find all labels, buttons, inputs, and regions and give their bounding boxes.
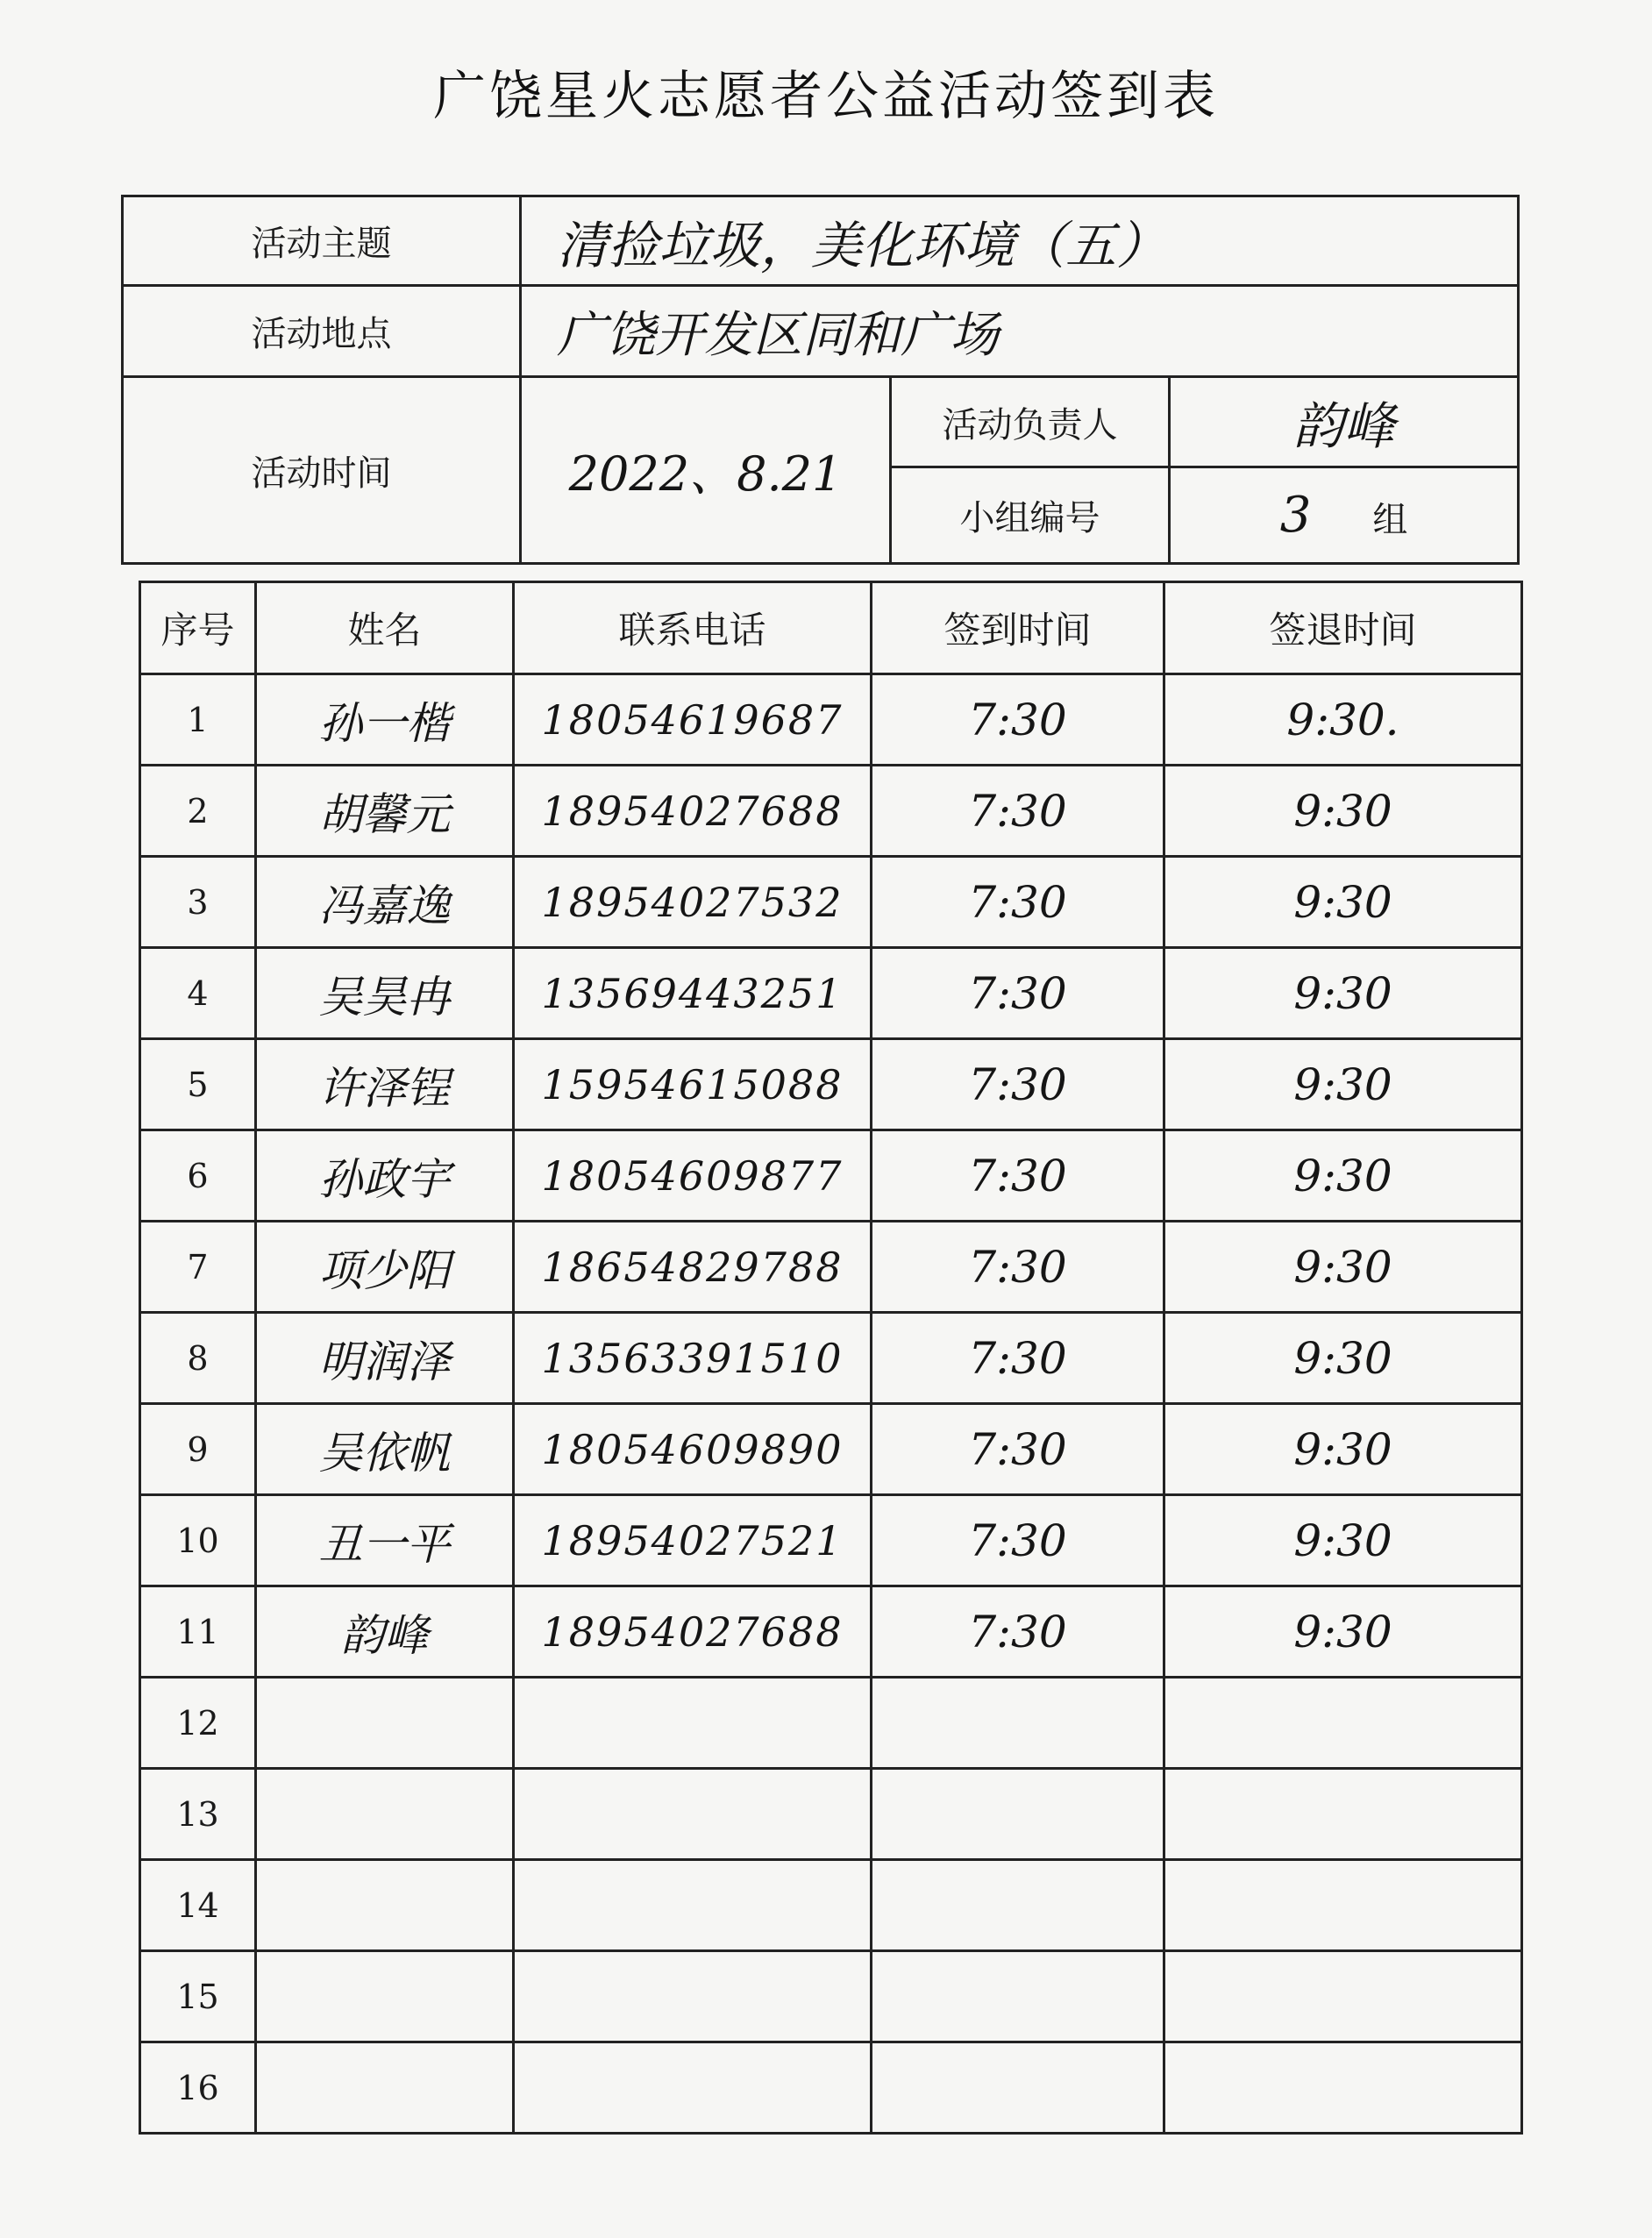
group-cell: [1170, 467, 1519, 564]
header-name: 姓名: [256, 582, 514, 674]
page-title: 广饶星火志愿者公益活动签到表: [433, 66, 1219, 127]
table-row: [140, 1951, 1522, 2042]
row-sign-in: 7:30: [872, 1495, 1164, 1586]
row-phone: 18954027688: [514, 766, 872, 857]
row-no: 11: [140, 1586, 256, 1678]
row-sign-out: 9:30: [1164, 1039, 1522, 1130]
row-sign-out: 9:30: [1164, 766, 1522, 857]
row-phone: 15954615088: [514, 1039, 872, 1130]
table-row: [140, 674, 1522, 766]
row-name: [256, 2042, 514, 2134]
row-name: [256, 1860, 514, 1951]
location-label: 活动地点: [123, 286, 521, 377]
row-sign-in: 7:30: [872, 1404, 1164, 1495]
row-sign-out: 9:30.: [1164, 674, 1522, 766]
row-name: 许泽锃: [256, 1039, 514, 1130]
row-name: [256, 1678, 514, 1769]
row-name: 韵峰: [256, 1586, 514, 1678]
row-sign-in: [872, 1769, 1164, 1860]
row-name: 胡馨元: [256, 766, 514, 857]
roster-header-row: [140, 582, 1522, 674]
header-sign-in: 签到时间: [872, 582, 1164, 674]
row-no: 14: [140, 1860, 256, 1951]
row-phone: 18054619687: [514, 674, 872, 766]
row-sign-out: [1164, 1678, 1522, 1769]
row-no: 13: [140, 1769, 256, 1860]
time-label: 活动时间: [123, 377, 521, 564]
table-row: [140, 857, 1522, 948]
table-row: [140, 1404, 1522, 1495]
row-name: 孙政宇: [256, 1130, 514, 1222]
row-phone: 13563391510: [514, 1313, 872, 1404]
row-sign-in: 7:30: [872, 1586, 1164, 1678]
row-sign-in: [872, 2042, 1164, 2134]
roster-table: [139, 581, 1523, 2135]
row-name: 孙一楷: [256, 674, 514, 766]
table-row: [140, 1495, 1522, 1586]
row-name: 明润泽: [256, 1313, 514, 1404]
table-row: [140, 1039, 1522, 1130]
row-sign-out: [1164, 1860, 1522, 1951]
row-sign-in: 7:30: [872, 1313, 1164, 1404]
row-phone: 18654829788: [514, 1222, 872, 1313]
row-name: 冯嘉逸: [256, 857, 514, 948]
row-sign-in: 7:30: [872, 766, 1164, 857]
row-sign-in: [872, 1678, 1164, 1769]
table-row: [140, 766, 1522, 857]
row-sign-in: [872, 1951, 1164, 2042]
row-no: 8: [140, 1313, 256, 1404]
row-sign-in: 7:30: [872, 674, 1164, 766]
table-row: [140, 1860, 1522, 1951]
group-unit: 组: [1372, 500, 1408, 540]
row-no: 1: [140, 674, 256, 766]
row-no: 15: [140, 1951, 256, 2042]
header-phone: 联系电话: [514, 582, 872, 674]
row-sign-in: 7:30: [872, 1130, 1164, 1222]
row-phone: 18954027688: [514, 1586, 872, 1678]
row-no: 2: [140, 766, 256, 857]
location-value: 广饶开发区同和广场: [521, 286, 1519, 377]
row-sign-out: 9:30: [1164, 857, 1522, 948]
row-sign-out: 9:30: [1164, 1130, 1522, 1222]
row-sign-out: [1164, 2042, 1522, 2134]
row-no: 3: [140, 857, 256, 948]
row-sign-in: 7:30: [872, 1039, 1164, 1130]
row-no: 12: [140, 1678, 256, 1769]
row-sign-in: 7:30: [872, 1222, 1164, 1313]
row-name: 丑一平: [256, 1495, 514, 1586]
row-sign-in: 7:30: [872, 948, 1164, 1039]
row-no: 7: [140, 1222, 256, 1313]
row-phone: [514, 1678, 872, 1769]
row-sign-out: [1164, 1951, 1522, 2042]
row-phone: 18054609877: [514, 1130, 872, 1222]
group-value: 3: [1279, 487, 1312, 544]
row-no: 9: [140, 1404, 256, 1495]
group-label: 小组编号: [891, 467, 1170, 564]
row-no: 5: [140, 1039, 256, 1130]
topic-value: 清捡垃圾，美化环境（五）: [521, 196, 1519, 286]
row-name: [256, 1951, 514, 2042]
row-name: [256, 1769, 514, 1860]
row-phone: [514, 1769, 872, 1860]
table-row: [140, 1313, 1522, 1404]
row-sign-out: 9:30: [1164, 1495, 1522, 1586]
row-sign-out: 9:30: [1164, 1586, 1522, 1678]
row-sign-out: 9:30: [1164, 1404, 1522, 1495]
table-row: [140, 1678, 1522, 1769]
row-phone: [514, 2042, 872, 2134]
row-no: 10: [140, 1495, 256, 1586]
row-sign-in: 7:30: [872, 857, 1164, 948]
row-sign-out: 9:30: [1164, 948, 1522, 1039]
header-sign-out: 签退时间: [1164, 582, 1522, 674]
row-no: 4: [140, 948, 256, 1039]
row-phone: 18054609890: [514, 1404, 872, 1495]
header-no: 序号: [140, 582, 256, 674]
row-phone: 18954027521: [514, 1495, 872, 1586]
table-row: [140, 948, 1522, 1039]
leader-label: 活动负责人: [891, 377, 1170, 467]
table-row: [140, 1130, 1522, 1222]
activity-info-table: [121, 195, 1520, 565]
row-name: 项少阳: [256, 1222, 514, 1313]
row-sign-out: 9:30: [1164, 1222, 1522, 1313]
table-row: [140, 2042, 1522, 2134]
row-phone: 18954027532: [514, 857, 872, 948]
row-phone: 13569443251: [514, 948, 872, 1039]
row-name: 吴昊冉: [256, 948, 514, 1039]
row-phone: [514, 1951, 872, 2042]
table-row: [140, 1769, 1522, 1860]
row-sign-in: [872, 1860, 1164, 1951]
table-row: [140, 1586, 1522, 1678]
row-no: 6: [140, 1130, 256, 1222]
row-phone: [514, 1860, 872, 1951]
row-no: 16: [140, 2042, 256, 2134]
time-value: 2022、8.21: [521, 377, 891, 564]
row-sign-out: 9:30: [1164, 1313, 1522, 1404]
topic-label: 活动主题: [123, 196, 521, 286]
table-row: [140, 1222, 1522, 1313]
row-sign-out: [1164, 1769, 1522, 1860]
leader-value: 韵峰: [1170, 377, 1519, 467]
row-name: 吴依帆: [256, 1404, 514, 1495]
